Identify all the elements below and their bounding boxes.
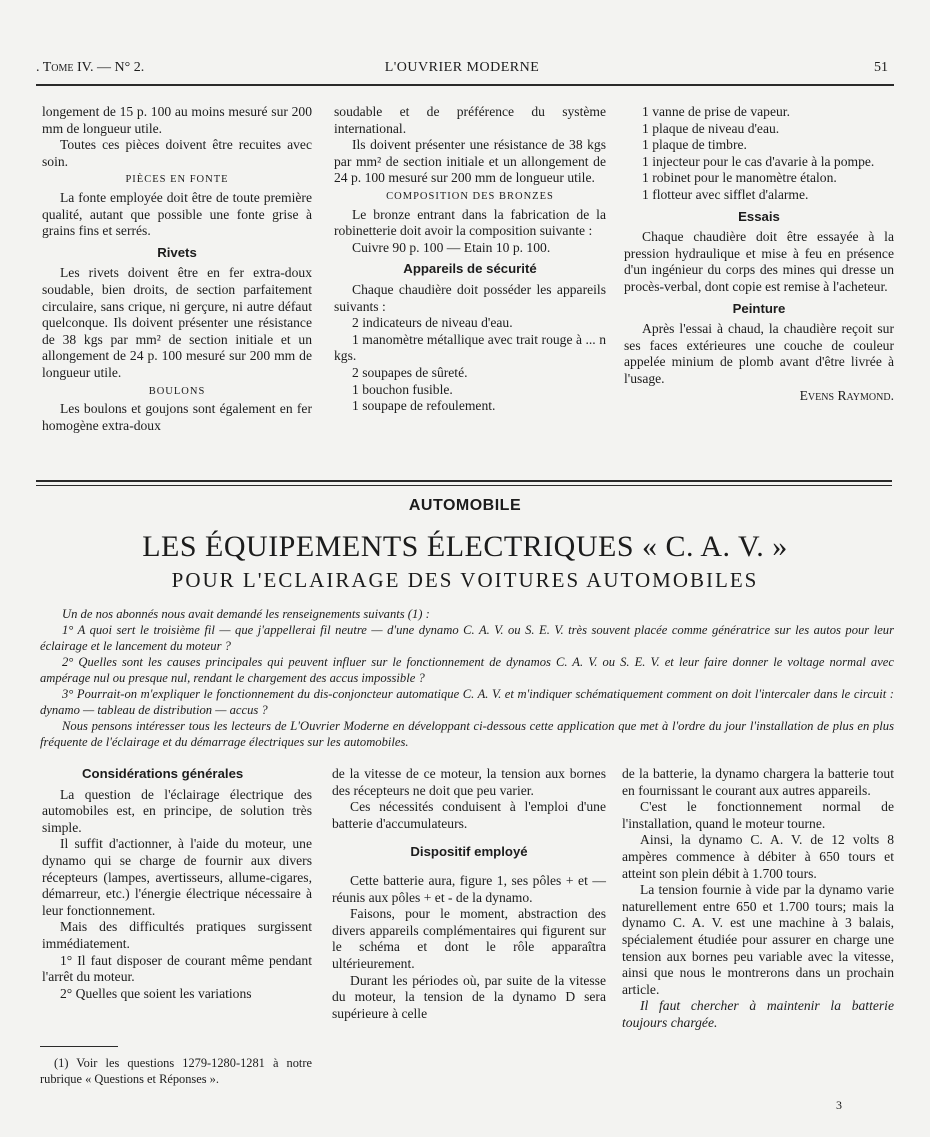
paragraph: Toutes ces pièces doivent être recuites avec soin. bbox=[42, 137, 312, 169]
paragraph: C'est le fonctionnement normal de l'installation, quand le moteur tourne. bbox=[622, 799, 894, 831]
intro-paragraph: Un de nos abonnés nous avait demandé les renseignements suivants (1) : bbox=[62, 607, 430, 621]
paragraph: Ces nécessités conduisent à l'emploi d'une batterie d'accumulateurs. bbox=[332, 799, 606, 831]
list-item: 1 injecteur pour le cas d'avarie à la pompe. bbox=[642, 153, 875, 169]
page-number: 51 bbox=[874, 60, 888, 75]
subheading-fonte: PIÈCES EN FONTE bbox=[125, 174, 229, 186]
heading-rivets: Rivets bbox=[157, 244, 197, 260]
list-item: 1 bouchon fusible. bbox=[352, 381, 453, 397]
bottom-page-number: 3 bbox=[836, 1098, 842, 1112]
footnote-text: (1) Voir les questions 1279-1280-1281 à notre rubrique « Questions et Réponses ». bbox=[40, 1056, 312, 1086]
list-item: 1 plaque de niveau d'eau. bbox=[642, 120, 780, 136]
heading-essais: Essais bbox=[738, 208, 780, 224]
paragraph: 2° Quelles que soient les variations bbox=[60, 985, 252, 1001]
section-rule bbox=[36, 480, 892, 482]
column-3 bbox=[624, 104, 894, 404]
intro-paragraph: 2° Quelles sont les causes principales qui peuvent influer sur le fonctionnement de dynamos C. A. V. ou S. E. V. et leur faire donner le voltage normal avec ampérage nul ou presque nul, rendant le chargement des accus impossible ? bbox=[40, 655, 894, 685]
paragraph: Durant les périodes où, par suite de la vitesse du moteur, la tension de la dynamo D sera supérieure à celle bbox=[332, 972, 606, 1021]
article-title: LES ÉQUIPEMENTS ÉLECTRIQUES « C. A. V. » bbox=[142, 530, 788, 563]
section-rule-thin bbox=[36, 485, 892, 486]
paragraph: Il faut chercher à maintenir la batterie toujours chargée. bbox=[622, 998, 894, 1030]
paragraph: La question de l'éclairage électrique des automobiles est, en principe, de solution très simple. bbox=[42, 786, 312, 835]
intro-paragraph: 1° A quoi sert le troisième fil — que j'appellerai fil neutre — d'une dynamo C. A. V. ou S. E. V. très souvent placée comme génératrice sur les autos pour leur éclairage et le lancement du moteur ? bbox=[40, 623, 894, 653]
journal-title: L'OUVRIER MODERNE bbox=[384, 60, 540, 75]
paragraph: soudable et de préférence du système international. bbox=[334, 104, 606, 136]
intro-paragraph: Nous pensons intéresser tous les lecteurs de L'Ouvrier Moderne en développant ci-dessous cette application que met à l'ordre du jour l'installation de plus en plus fréquente de l'éclairage et du démarrage électriques sur les automobiles. bbox=[40, 719, 894, 749]
column-6 bbox=[622, 766, 894, 1032]
list-item: 1 robinet pour le manomètre étalon. bbox=[642, 170, 837, 186]
article-subtitle: POUR L'ECLAIRAGE DES VOITURES AUTOMOBILES bbox=[171, 568, 759, 592]
paragraph: La tension fournie à vide par la dynamo varie naturellement entre 650 et 1.700 tours; mais la dynamo C. A. V. est une machine à 3 balais, spécialement étudiée pour assurer en charge une tension aux bornes peu variable avec la vitesse, ainsi que nous le montrerons dans un prochain article. bbox=[622, 882, 894, 997]
volume-number: . Tome IV. — N° 2. bbox=[36, 60, 145, 75]
heading-appareils-securite: Appareils de sécurité bbox=[403, 261, 537, 277]
column-2 bbox=[334, 104, 606, 415]
column-4 bbox=[42, 766, 312, 1002]
paragraph: Les rivets doivent être en fer extra-doux soudable, bien droits, de section parfaitement circulaire, sans crique, ni gerçure, ni autre défaut quelconque. Ils doivent présenter une résistance de 38 kgs par mm² de section initiale et un allongement de 24 p. 100 mesuré sur 200 mm de longueur utile. bbox=[42, 265, 312, 380]
paragraph: Cette batterie aura, figure 1, ses pôles + et — réunis aux pôles + et - de la dynamo. bbox=[332, 872, 606, 905]
paragraph: Ils doivent présenter une résistance de 38 kgs par mm² de section initiale et un allongement de 24 p. 100 mesuré sur 200 mm de longueur utile. bbox=[334, 137, 606, 186]
paragraph: Après l'essai à chaud, la chaudière reçoit sur ses faces extérieures une couche de couleur appelée minium de plomb avant d'être livrée à l'usage. bbox=[624, 321, 894, 386]
paragraph: longement de 15 p. 100 au moins mesuré sur 200 mm de longueur utile. bbox=[42, 104, 312, 136]
paragraph: Les boulons et goujons sont également en fer homogène extra-doux bbox=[42, 401, 312, 433]
paragraph: Chaque chaudière doit posséder les appareils suivants : bbox=[334, 281, 606, 314]
header-rule bbox=[36, 84, 894, 86]
paragraph: La fonte employée doit être de toute première qualité, autant que possible une fonte grise à grains fins et serrés. bbox=[42, 189, 312, 239]
paragraph: Il suffit d'actionner, à l'aide du moteur, une dynamo qui se charge de fournir aux divers récepteurs (lampes, avertisseurs, allume-cigares, démarreur, etc.) l'énergie électrique nécessaire à leur fonctionnement. bbox=[42, 836, 312, 918]
list-item: 1 flotteur avec sifflet d'alarme. bbox=[642, 186, 809, 202]
heading-peinture: Peinture bbox=[732, 300, 786, 316]
list-item: 1 plaque de timbre. bbox=[642, 137, 747, 153]
paragraph: Le bronze entrant dans la fabrication de la robinetterie doit avoir la composition suivante : bbox=[334, 206, 606, 239]
author-signature: Evens Raymond. bbox=[799, 387, 894, 403]
list-item: 1 manomètre métallique avec trait rouge à ... n kgs. bbox=[334, 331, 606, 364]
paragraph: Faisons, pour le moment, abstraction des divers appareils complémentaires qui figurent sur le schéma et dont le rôle apparaîtra ultérieurement. bbox=[332, 906, 606, 971]
list-item: 2 indicateurs de niveau d'eau. bbox=[352, 315, 513, 331]
list-item: 1 vanne de prise de vapeur. bbox=[642, 104, 790, 119]
subheading-boulons: BOULONS bbox=[148, 385, 206, 397]
paragraph: Cuivre 90 p. 100 — Etain 10 p. 100. bbox=[352, 239, 551, 255]
article-intro bbox=[40, 606, 894, 750]
paragraph: Ainsi, la dynamo C. A. V. de 12 volts 8 ampères commence à débiter à 650 tours et atteint son plein débit à 1.700 tours. bbox=[622, 832, 894, 881]
list-item: 1 soupape de refoulement. bbox=[352, 398, 496, 414]
footnote-rule bbox=[40, 1046, 118, 1047]
list-item: 2 soupapes de sûreté. bbox=[352, 364, 468, 380]
column-1 bbox=[42, 104, 312, 434]
paragraph: de la batterie, la dynamo chargera la batterie tout en fournissant le courant aux autres appareils. bbox=[622, 766, 894, 798]
heading-dispositif: Dispositif employé bbox=[410, 844, 528, 860]
section-heading: AUTOMOBILE bbox=[408, 497, 522, 514]
paragraph: Chaque chaudière doit être essayée à la pression hydraulique et mise à feu en présence d'un ingénieur du corps des mines qui dresse un procès-verbal, dont copie est remise à l'acheteur. bbox=[624, 229, 894, 294]
intro-paragraph: 3° Pourrait-on m'expliquer le fonctionnement du dis-conjoncteur automatique C. A. V. et m'indiquer schématiquement comment on doit l'intercaler dans le circuit : dynamo — tableau de distribution — accus ? bbox=[40, 687, 894, 717]
subheading-bronzes: COMPOSITION DES BRONZES bbox=[386, 190, 554, 202]
paragraph: de la vitesse de ce moteur, la tension aux bornes des récepteurs ne doit que peu varier. bbox=[332, 766, 606, 798]
paragraph: Mais des difficultés pratiques surgissent immédiatement. bbox=[42, 919, 312, 951]
running-header bbox=[36, 60, 888, 82]
heading-considerations: Considérations générales bbox=[82, 766, 244, 781]
footnote bbox=[40, 1056, 312, 1087]
paragraph: 1° Il faut disposer de courant même pendant l'arrêt du moteur. bbox=[42, 952, 312, 985]
column-5 bbox=[332, 766, 606, 1022]
